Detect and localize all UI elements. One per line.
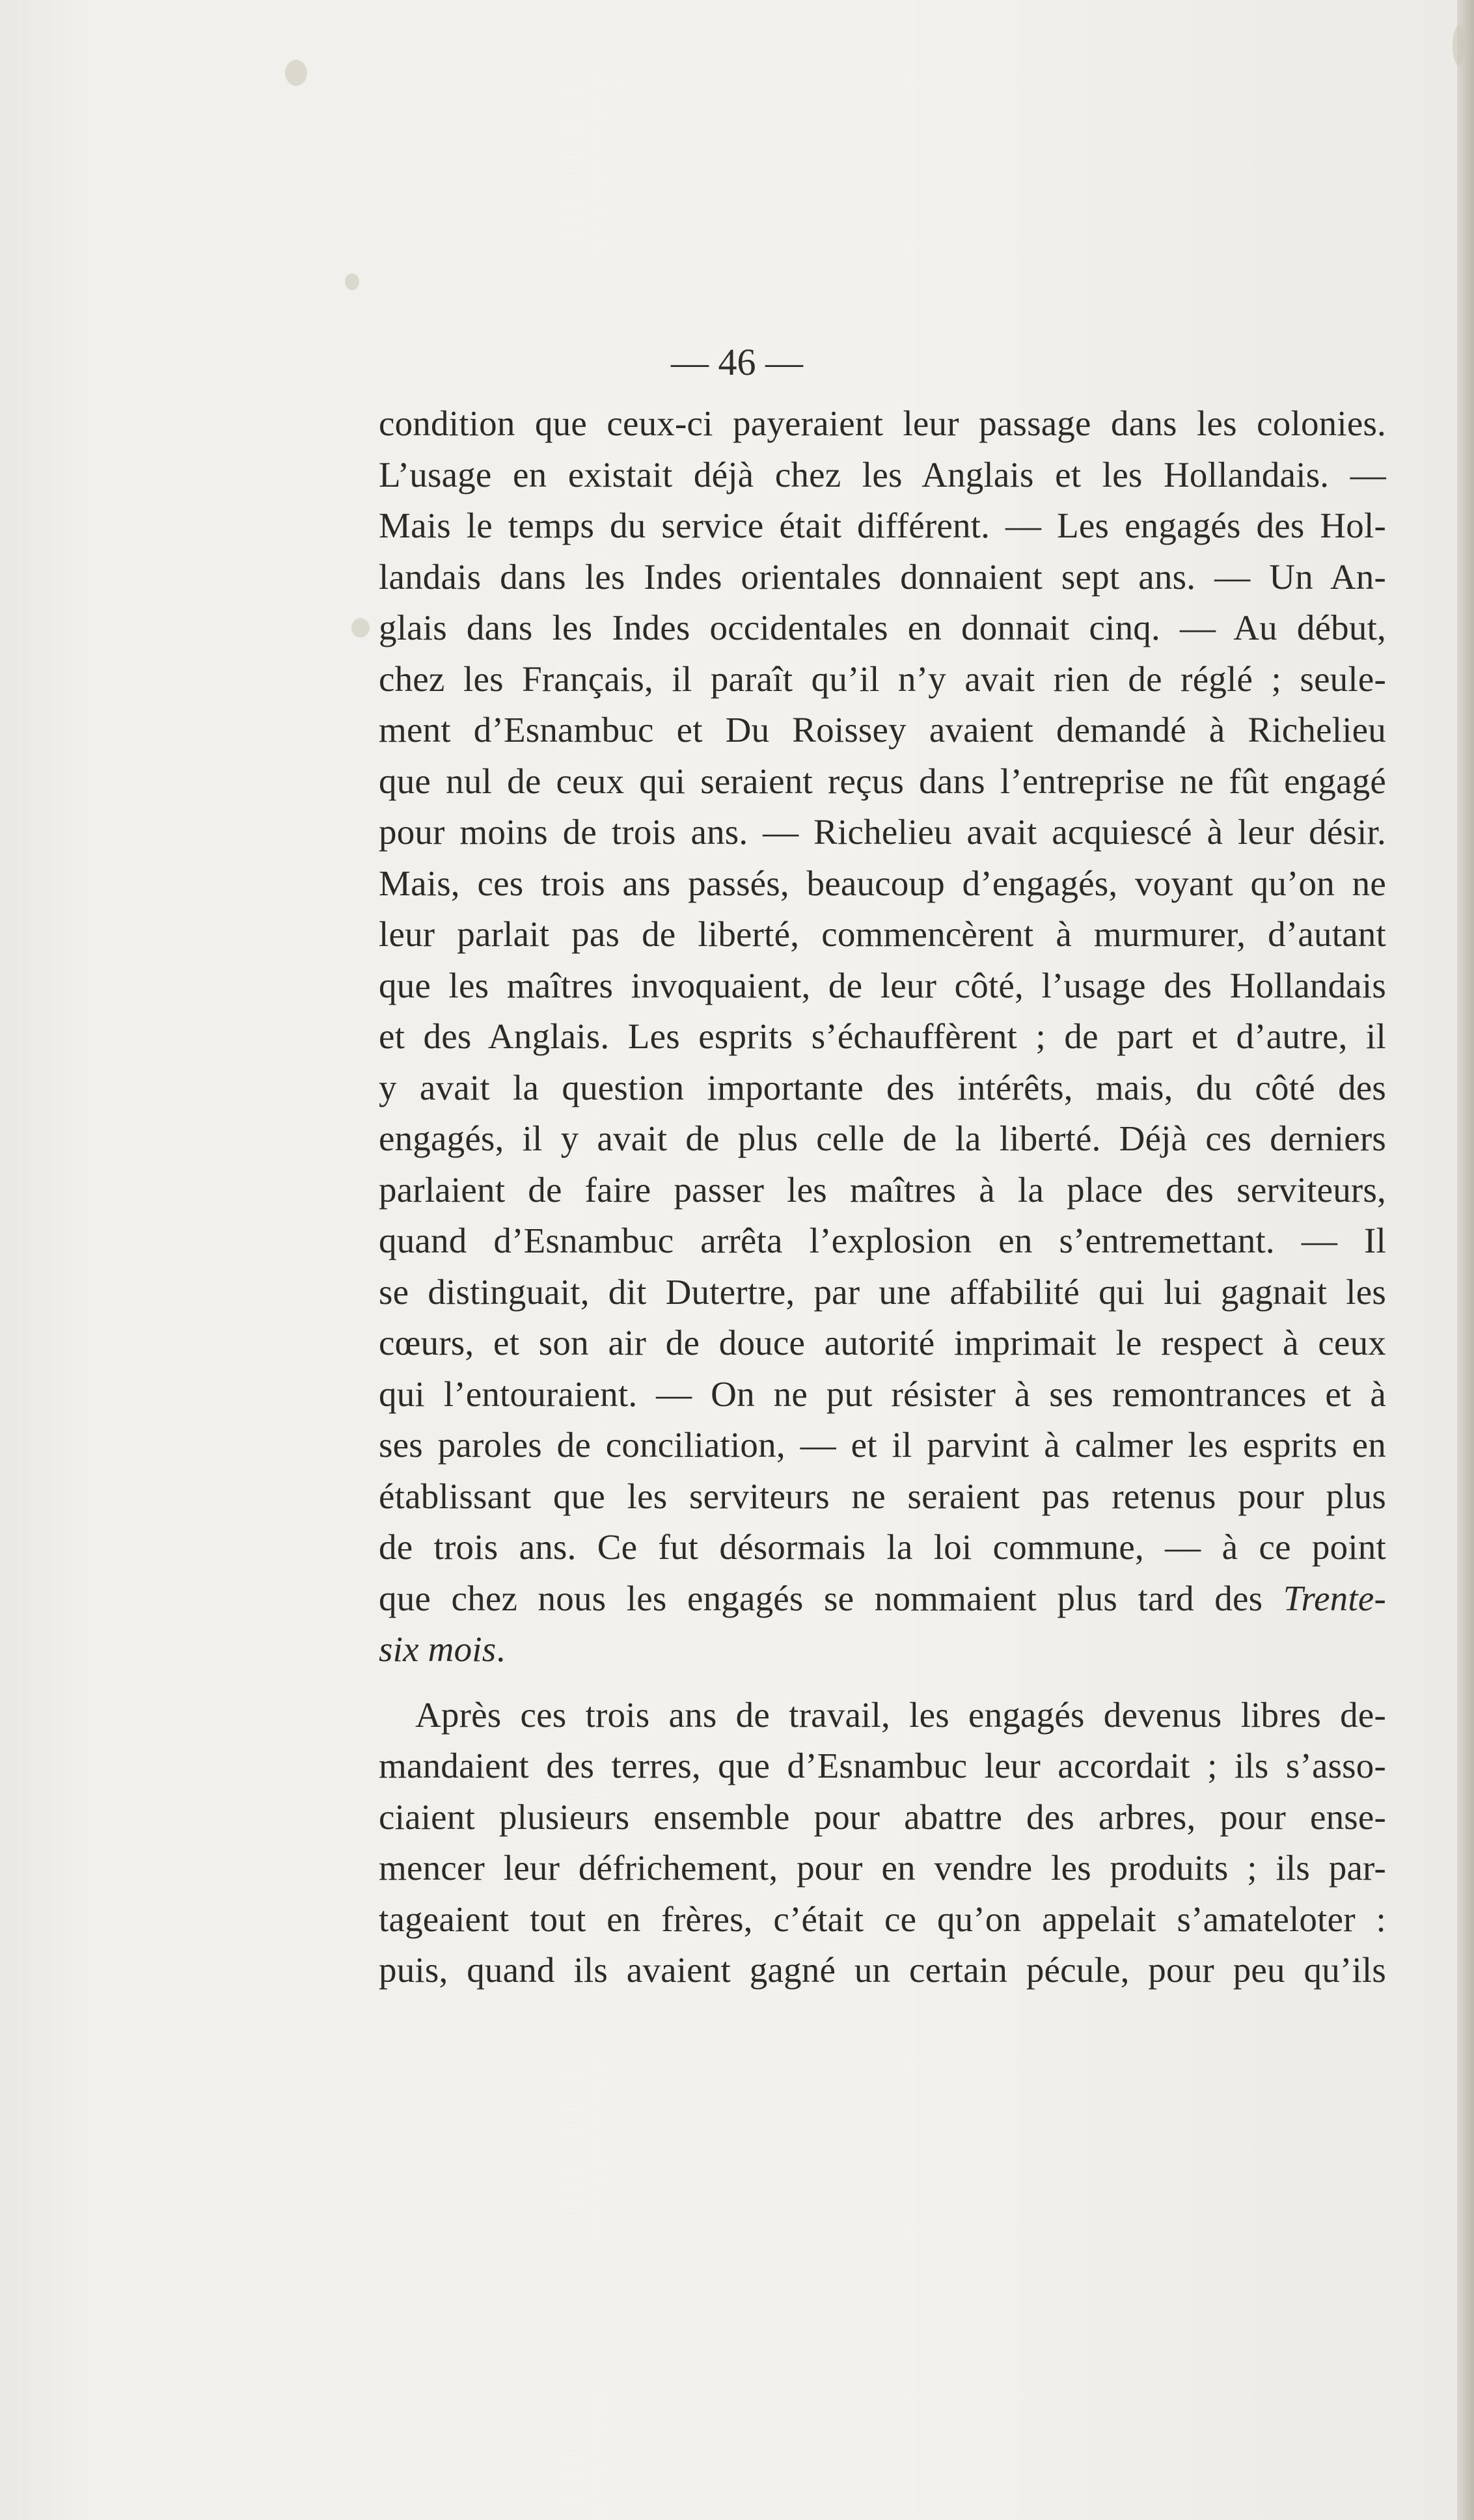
text-line: Mais le temps du service était différent. — Les engagés des Hol- [379,506,1386,545]
foxing-spot [285,60,307,86]
line-punctuation: . [496,1629,506,1669]
text-line: établissant que les serviteurs ne seraient pas retenus pour plus [379,1476,1386,1516]
text-line: ses paroles de conciliation, — et il parvint à calmer les esprits en [379,1425,1386,1465]
text-line: leur parlait pas de liberté, commencèrent à murmurer, d’autant [379,914,1386,954]
text-line: puis, quand ils avaient gagné un certain pécule, pour peu qu’ils [379,1950,1386,1990]
text-line: se distinguait, dit Dutertre, par une affabilité qui lui gagnait les [379,1271,1386,1312]
text-line: mandaient des terres, que d’Esnambuc leur accordait ; ils s’asso- [379,1746,1386,1785]
text-line: parlaient de faire passer les maîtres à la place des serviteurs, [379,1169,1386,1210]
text-line: mencer leur défrichement, pour en vendre les produits ; ils par- [379,1848,1386,1888]
foxing-spot [351,618,370,638]
italic-term: Trente- [1283,1578,1386,1618]
text-line: glais dans les Indes occidentales en donnait cinq. — Au début, [379,608,1386,647]
text-line: pour moins de trois ans. — Richelieu avait acquiescé à leur désir. [379,812,1386,852]
text-line: y avait la question importante des intérêts, mais, du côté des [379,1067,1386,1107]
text-line: landais dans les Indes orientales donnaient sept ans. — Un An- [379,556,1386,597]
text-line: que les maîtres invoquaient, de leur côté, l’usage des Hollandais [379,965,1386,1005]
foxing-spot [1453,26,1464,65]
text-line: qui l’entouraient. — On ne put résister à ses remontrances et à [379,1374,1386,1414]
text-line: de trois ans. Ce fut désormais la loi commune, — à ce point [379,1527,1386,1567]
page-number: — 46 — [671,341,803,383]
text-line: ment d’Esnambuc et Du Roissey avaient demandé à Richelieu [379,710,1386,750]
text-line: condition que ceux-ci payeraient leur passage dans les colonies. [379,403,1386,443]
text-line [379,1573,1386,1625]
text-line: que nul de ceux qui seraient reçus dans l’entreprise ne fût engagé [379,761,1386,801]
line-text: que chez nous les engagés se nommaient plus tard des [379,1578,1263,1618]
text-line: et des Anglais. Les esprits s’échauffèrent ; de part et d’autre, il [379,1016,1386,1056]
body-text [379,398,1386,1996]
text-line [379,1624,1386,1675]
text-line: Mais, ces trois ans passés, beaucoup d’engagés, voyant qu’on ne [379,863,1386,903]
text-line: tageaient tout en frères, c’était ce qu’on appelait s’amateloter : [379,1899,1386,1939]
italic-term: six mois [379,1629,497,1669]
text-line: engagés, il y avait de plus celle de la liberté. Déjà ces derniers [379,1118,1386,1158]
foxing-spot [345,273,359,290]
text-line: chez les Français, il paraît qu’il n’y avait rien de réglé ; seule- [379,658,1386,699]
text-line: L’usage en existait déjà chez les Anglais et les Hollandais. — [379,454,1386,495]
text-line: ciaient plusieurs ensemble pour abattre des arbres, pour ense- [379,1796,1386,1837]
paragraph-start-line: Après ces trois ans de travail, les engagés devenus libres de- [415,1694,1386,1735]
text-line: quand d’Esnambuc arrêta l’explosion en s’entremettant. — Il [379,1221,1386,1260]
text-line: cœurs, et son air de douce autorité imprimait le respect à ceux [379,1323,1386,1362]
